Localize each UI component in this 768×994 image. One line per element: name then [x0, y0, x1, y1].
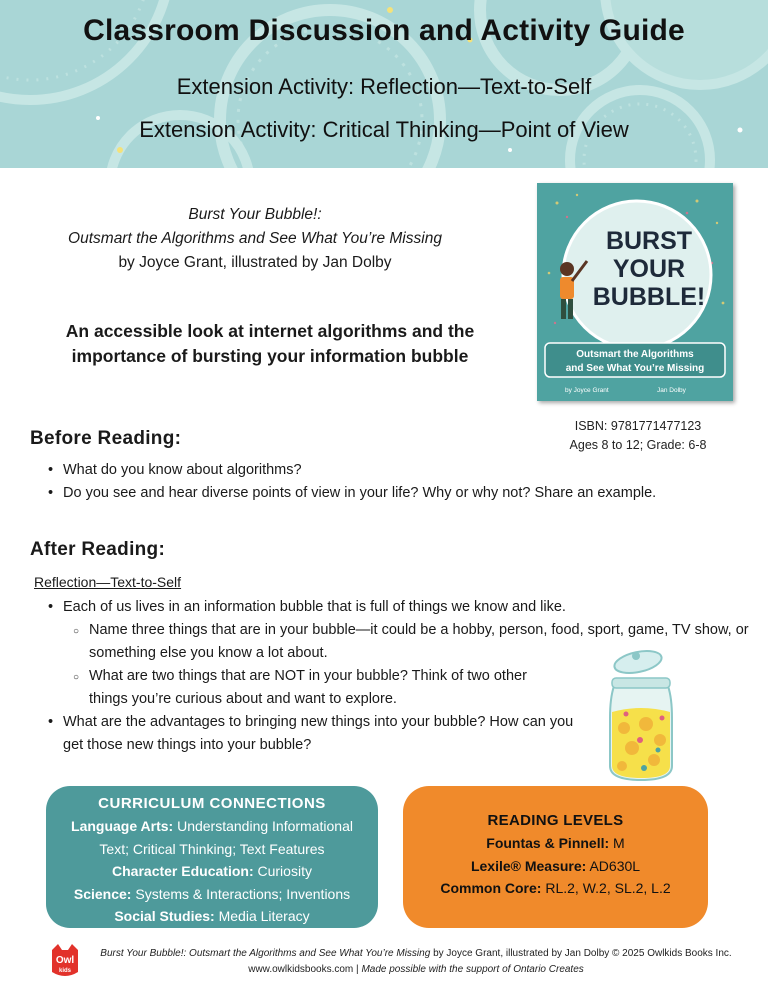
before-reading-list [48, 459, 748, 505]
value: Systems & Interactions; Inventions [135, 885, 351, 902]
value: Media Literacy [218, 908, 310, 924]
footer-support: Made possible with the support of Ontario Creates [361, 964, 584, 975]
list-item: • What do you know about algorithms? [48, 459, 748, 482]
cover-title-1: BURST [605, 227, 693, 255]
cover-author: by Joyce Grant [565, 387, 609, 394]
subtitle-reflection: Extension Activity: Reflection—Text-to-Self [176, 74, 592, 99]
value: M [613, 835, 625, 851]
list-item: • Do you see and hear diverse points of view in your life? Why or why not? Share an example. [48, 482, 748, 505]
sub-list-item: ○ Name three things that are in your bubble—it could be a hobby, person, food, sport, game, TV show, or something else you know a lot about. [63, 619, 749, 665]
cover-title-3: BUBBLE! [592, 283, 706, 311]
value: RL.2, W.2, SL.2, L.2 [545, 880, 671, 896]
after-reading-heading: After Reading: [30, 539, 166, 560]
label: Character Education: [112, 863, 254, 879]
level-lexile [403, 855, 708, 878]
cover-banner-2: and See What You’re Missing [565, 363, 705, 374]
curriculum-character-education [46, 860, 378, 883]
reflection-subheading: Reflection—Text-to-Self [34, 574, 182, 590]
curriculum-science [46, 883, 378, 906]
book-tagline [30, 319, 510, 369]
book-meta [553, 417, 723, 455]
owlkids-logo [48, 942, 82, 980]
footer-line1 [96, 946, 736, 962]
cover-banner-1: Outsmart the Algorithms [576, 349, 694, 360]
curriculum-title: CURRICULUM CONNECTIONS [98, 795, 326, 812]
book-title-line2: Outsmart the Algorithms and See What You’re Missing [68, 230, 442, 247]
curriculum-language-arts-cont: Text; Critical Thinking; Text Features [99, 840, 325, 857]
logo-text-2: kids [58, 968, 72, 974]
isbn: ISBN: 9781771477123 [574, 419, 702, 433]
label: Fountas & Pinnell: [486, 835, 610, 851]
cover-title-2: YOUR [612, 255, 686, 283]
footer-line2 [96, 962, 736, 978]
value: Curiosity [257, 863, 312, 879]
footer-credits: by Joyce Grant, illustrated by Jan Dolby © 2025 Owlkids Books Inc. [433, 948, 732, 959]
page-title: Classroom Discussion and Activity Guide [83, 14, 685, 47]
label: Social Studies: [114, 908, 215, 924]
label: Lexile® Measure: [470, 857, 587, 874]
footer-book-title: Burst Your Bubble!: Outsmart the Algorithms and See What You’re Missing [100, 948, 431, 959]
footer [96, 946, 736, 978]
value: Understanding Informational [177, 818, 353, 834]
before-reading-heading: Before Reading: [30, 428, 182, 449]
website-link[interactable]: www.owlkidsbooks.com [248, 964, 354, 975]
value: AD630L [589, 857, 641, 874]
book-byline: by Joyce Grant, illustrated by Jan Dolby [118, 254, 392, 271]
curriculum-social-studies [46, 905, 378, 928]
tagline-line1: An accessible look at internet algorithms and the [65, 321, 475, 341]
book-info [40, 203, 470, 275]
reading-levels-box [403, 786, 708, 928]
sub-list-item: ○ What are two things that are NOT in your bubble? Think of two other things you’re curious about and want to explore. [63, 665, 569, 711]
label: Language Arts: [71, 818, 174, 834]
label: Science: [73, 885, 132, 902]
curriculum-language-arts [46, 815, 378, 838]
list-item-text: Each of us lives in an information bubble that is full of things we know and like. [63, 599, 566, 615]
book-title-line1: Burst Your Bubble!: [188, 206, 322, 223]
curriculum-connections-box [46, 786, 378, 928]
header-banner [0, 0, 768, 168]
separator: | [356, 964, 359, 975]
tagline-line2: importance of bursting your information bubble [71, 346, 469, 366]
book-cover-art [537, 183, 733, 401]
cover-illustrator: Jan Dolby [657, 387, 686, 394]
level-common-core [403, 877, 708, 900]
reading-levels-title: READING LEVELS [487, 812, 624, 829]
jar-illustration [596, 648, 686, 786]
subtitle-critical-thinking: Extension Activity: Critical Thinking—Point of View [139, 117, 629, 142]
logo-text-1: Owl [55, 955, 75, 966]
list-item: • What are the advantages to bringing new things into your bubble? How can you get those new things into your bubble? [48, 711, 593, 757]
level-fountas-pinnell [403, 832, 708, 855]
label: Common Core: [440, 880, 542, 896]
book-cover [537, 183, 733, 401]
age-grade: Ages 8 to 12; Grade: 6-8 [569, 438, 707, 452]
